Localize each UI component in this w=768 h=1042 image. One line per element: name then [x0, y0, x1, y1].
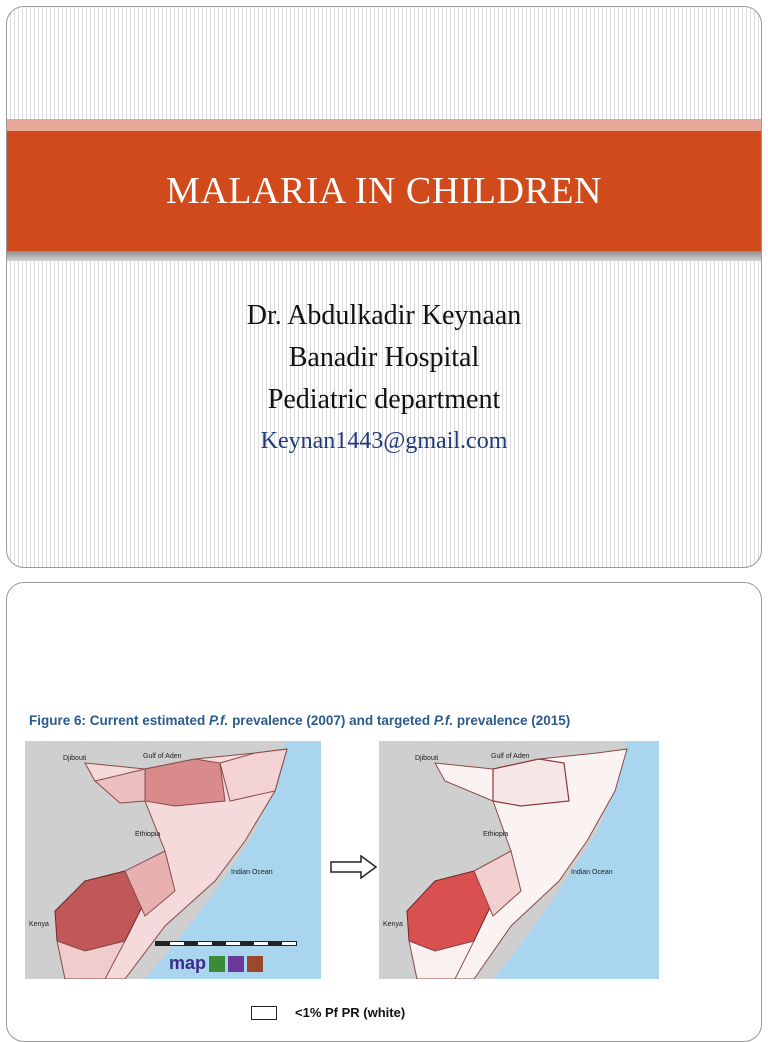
- hospital-name: Banadir Hospital: [288, 342, 480, 373]
- title-band-shadow: [7, 251, 761, 261]
- slide-title: MALARIA IN CHILDREN: [166, 170, 602, 212]
- label-indian-ocean: Indian Ocean: [571, 869, 613, 876]
- map-2015-graphic: [379, 741, 659, 979]
- caption-pf: P.f.: [433, 713, 454, 728]
- logo-tile: [228, 956, 244, 972]
- label-ethiopia: Ethiopia: [483, 831, 509, 838]
- caption-part: prevalence (2015): [453, 713, 571, 728]
- label-kenya: Kenya: [383, 921, 403, 928]
- logo-tile: [247, 956, 263, 972]
- right-arrow-icon: [329, 855, 379, 879]
- label-gulf: Gulf of Aden: [143, 753, 182, 760]
- subtitle-block: [7, 295, 761, 461]
- caption-part: Figure 6: Current estimated: [29, 713, 210, 728]
- map-logo: [169, 953, 263, 974]
- author-name: Dr. Abdulkadir Keynaan: [246, 300, 522, 331]
- caption-part: prevalence (2007) and targeted: [228, 713, 434, 728]
- map-2015: [379, 741, 659, 979]
- legend-swatch: [251, 1006, 277, 1020]
- legend-label: <1% Pf PR (white): [295, 1005, 406, 1020]
- title-slide: [6, 6, 762, 568]
- map-2007: [25, 741, 321, 979]
- label-ethiopia: Ethiopia: [135, 831, 161, 838]
- caption-pf: P.f.: [209, 713, 229, 728]
- legend: [251, 1005, 405, 1020]
- figure-slide: [6, 582, 762, 1042]
- scale-bar: [155, 941, 297, 946]
- title-band: [7, 131, 761, 251]
- label-djibouti: Djibouti: [63, 755, 87, 762]
- figure-caption: [29, 713, 570, 728]
- logo-tile: [209, 956, 225, 972]
- map-logo-text: map: [169, 953, 207, 973]
- title-band-accent: [7, 119, 761, 131]
- label-gulf: Gulf of Aden: [491, 753, 530, 760]
- email-link[interactable]: Keynan1443@gmail.com: [260, 428, 508, 454]
- department-name: Pediatric department: [267, 384, 501, 415]
- label-indian-ocean: Indian Ocean: [231, 869, 273, 876]
- label-djibouti: Djibouti: [415, 755, 439, 762]
- label-kenya: Kenya: [29, 921, 49, 928]
